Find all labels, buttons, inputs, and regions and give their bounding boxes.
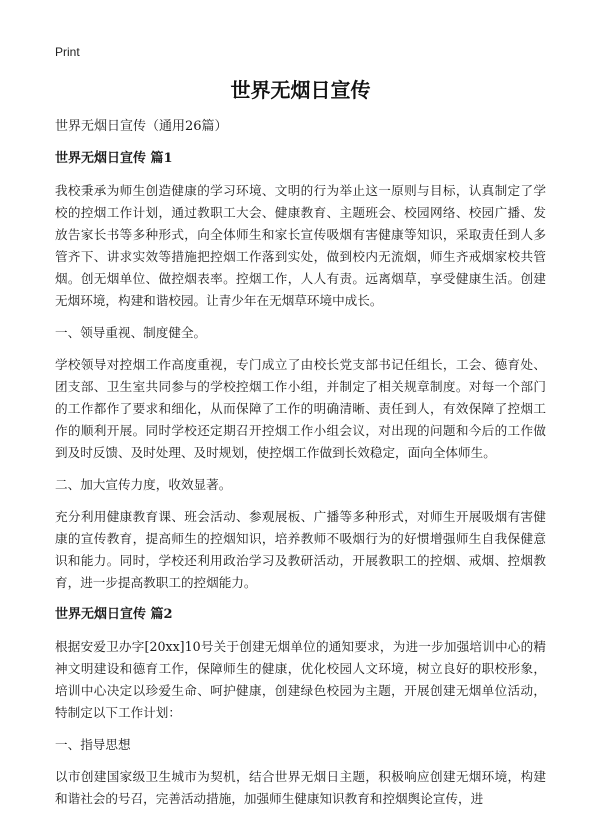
print-link[interactable]: Print bbox=[55, 45, 80, 59]
sub-heading: 一、领导重视、制度健全。 bbox=[55, 325, 207, 340]
document-title: 世界无烟日宣传 bbox=[230, 78, 371, 102]
section-heading: 世界无烟日宣传 篇2 bbox=[55, 607, 173, 622]
paragraph: 学校领导对控烟工作高度重视，专门成立了由校长党支部书记任组长，工会、德育处、团支部、卫生室共同参与的学校控烟工作小组，并制定了相关规章制度。对每一个部门的工作都作了要求和细化，从而保障了工作的明确清晰、责任到人，有效保障了控烟工作的顺利开展。同时学校还定期召开控烟工作小组会议，对出现的问题和今后的工作做到及时反馈、及时处理、及时规划，使控烟工作做到长效稳定，面向全体师生。 bbox=[55, 357, 546, 460]
document-subtitle: 世界无烟日宣传（通用26篇） bbox=[55, 119, 228, 134]
section-heading: 世界无烟日宣传 篇1 bbox=[55, 151, 173, 166]
paragraph: 我校秉承为师生创造健康的学习环境、文明的行为举止这一原则与目标，认真制定了学校的控烟工作计划，通过教职工大会、健康教育、主题班会、校园网络、校园广播、发放告家长书等多种形式，向全体师生和家长宣传吸烟有害健康等知识，采取责任到人多管齐下、讲求实效等措施把控烟工作落到实处，做到校内无流烟，师生齐戒烟家校共管烟。创无烟单位、做控烟表率。控烟工作，人人有责。远离烟草，享受健康生活。创建无烟环境，构建和谐校园。让青少年在无烟草环境中成长。 bbox=[55, 183, 546, 308]
paragraph: 根据安爱卫办字[20xx]10号关于创建无烟单位的通知要求，为进一步加强培训中心的精神文明建设和德育工作，保障师生的健康，优化校园人文环境，树立良好的职校形象，培训中心决定以珍爱生命、呵护健康，创建绿色校园为主题，开展创建无烟单位活动，特制定以下工作计划： bbox=[55, 639, 546, 720]
paragraph: 以市创建国家级卫生城市为契机，结合世界无烟日主题，积极响应创建无烟环境，构建和谐社会的号召，完善活动措施，加强师生健康知识教育和控烟舆论宣传，进 bbox=[55, 769, 546, 806]
sub-heading: 二、加大宣传力度，收效显著。 bbox=[55, 477, 232, 492]
sub-heading: 一、指导思想 bbox=[55, 737, 131, 752]
paragraph: 充分利用健康教育课、班会活动、参观展板、广播等多种形式，对师生开展吸烟有害健康的宣传教育，提高师生的控烟知识，培养教师不吸烟行为的好惯增强师生自我保健意识和能力。同时，学校还利用政治学习及教研活动，开展教职工的控烟、戒烟、控烟教育，进一步提高教职工的控烟能力。 bbox=[55, 509, 546, 590]
